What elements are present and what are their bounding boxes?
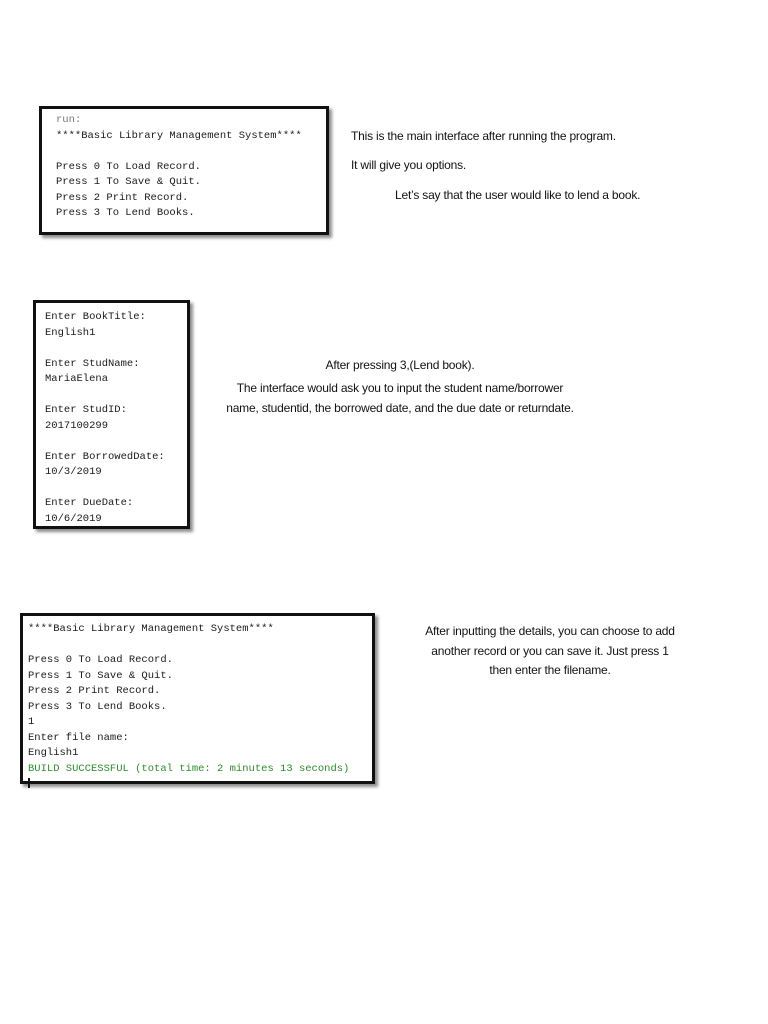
console-line: Press 3 To Lend Books. [28, 700, 167, 713]
note-lend-explanation [220, 353, 580, 418]
console-save-record [20, 613, 375, 784]
console-line: Press 2 Print Record. [56, 191, 189, 204]
note-save-line-3: then enter the filename. [489, 663, 611, 677]
console-line: ****Basic Library Management System**** [56, 129, 302, 142]
console-line: BUILD SUCCESSFUL (total time: 2 minutes 13 seconds) [28, 762, 350, 775]
console-line: Enter file name: [28, 731, 129, 744]
console-line: ****Basic Library Management System**** [28, 623, 274, 635]
console-line: 1 [28, 716, 35, 728]
console-line: MariaElena [45, 373, 109, 385]
console-line [28, 638, 372, 654]
note-lend-body-1: The interface would ask you to input the student name/borrower [236, 381, 564, 395]
console-line [45, 388, 187, 404]
text-cursor-icon [28, 778, 30, 788]
console-line: Press 0 To Load Record. [56, 160, 201, 173]
note-save-explanation [410, 622, 690, 681]
console-line: Enter StudID: [45, 404, 127, 416]
console-line: English1 [28, 747, 79, 759]
console-line: 10/6/2019 [45, 512, 102, 525]
console-main-menu [39, 106, 329, 235]
console-line: Enter BookTitle: [45, 311, 146, 323]
console-line: Press 2 Print Record. [28, 685, 161, 697]
note-save-line-1: After inputting the details, you can choose to add [425, 624, 675, 638]
console-line: Press 3 To Lend Books. [56, 207, 195, 219]
console-line: 2017100299 [45, 419, 109, 432]
note-main-interface: This is the main interface after running the program. [351, 129, 616, 143]
console-line: Press 1 To Save & Quit. [56, 176, 201, 188]
console-cursor-line [28, 777, 372, 793]
console-line: 10/3/2019 [45, 466, 102, 478]
console-line: Enter BorrowedDate: [45, 450, 165, 463]
console-lend-book [33, 300, 190, 529]
note-lend-book: Let’s say that the user would like to lend a book. [395, 188, 641, 202]
note-options: It will give you options. [351, 158, 467, 172]
note-lend-heading: After pressing 3,(Lend book). [325, 358, 475, 372]
console-line [45, 481, 187, 497]
console-line: Press 1 To Save & Quit. [28, 669, 173, 682]
note-lend-body-2: name, studentid, the borrowed date, and the due date or returndate. [226, 401, 574, 415]
console-line: Enter StudName: [45, 357, 140, 370]
console-line: run: [56, 114, 82, 126]
console-line: Enter DueDate: [45, 497, 134, 509]
console-line [56, 144, 326, 160]
console-line: Press 0 To Load Record. [28, 654, 173, 666]
note-save-line-2: another record or you can save it. Just press 1 [431, 643, 669, 658]
console-line [45, 341, 187, 357]
console-line [45, 434, 187, 450]
console-line: English1 [45, 326, 96, 339]
